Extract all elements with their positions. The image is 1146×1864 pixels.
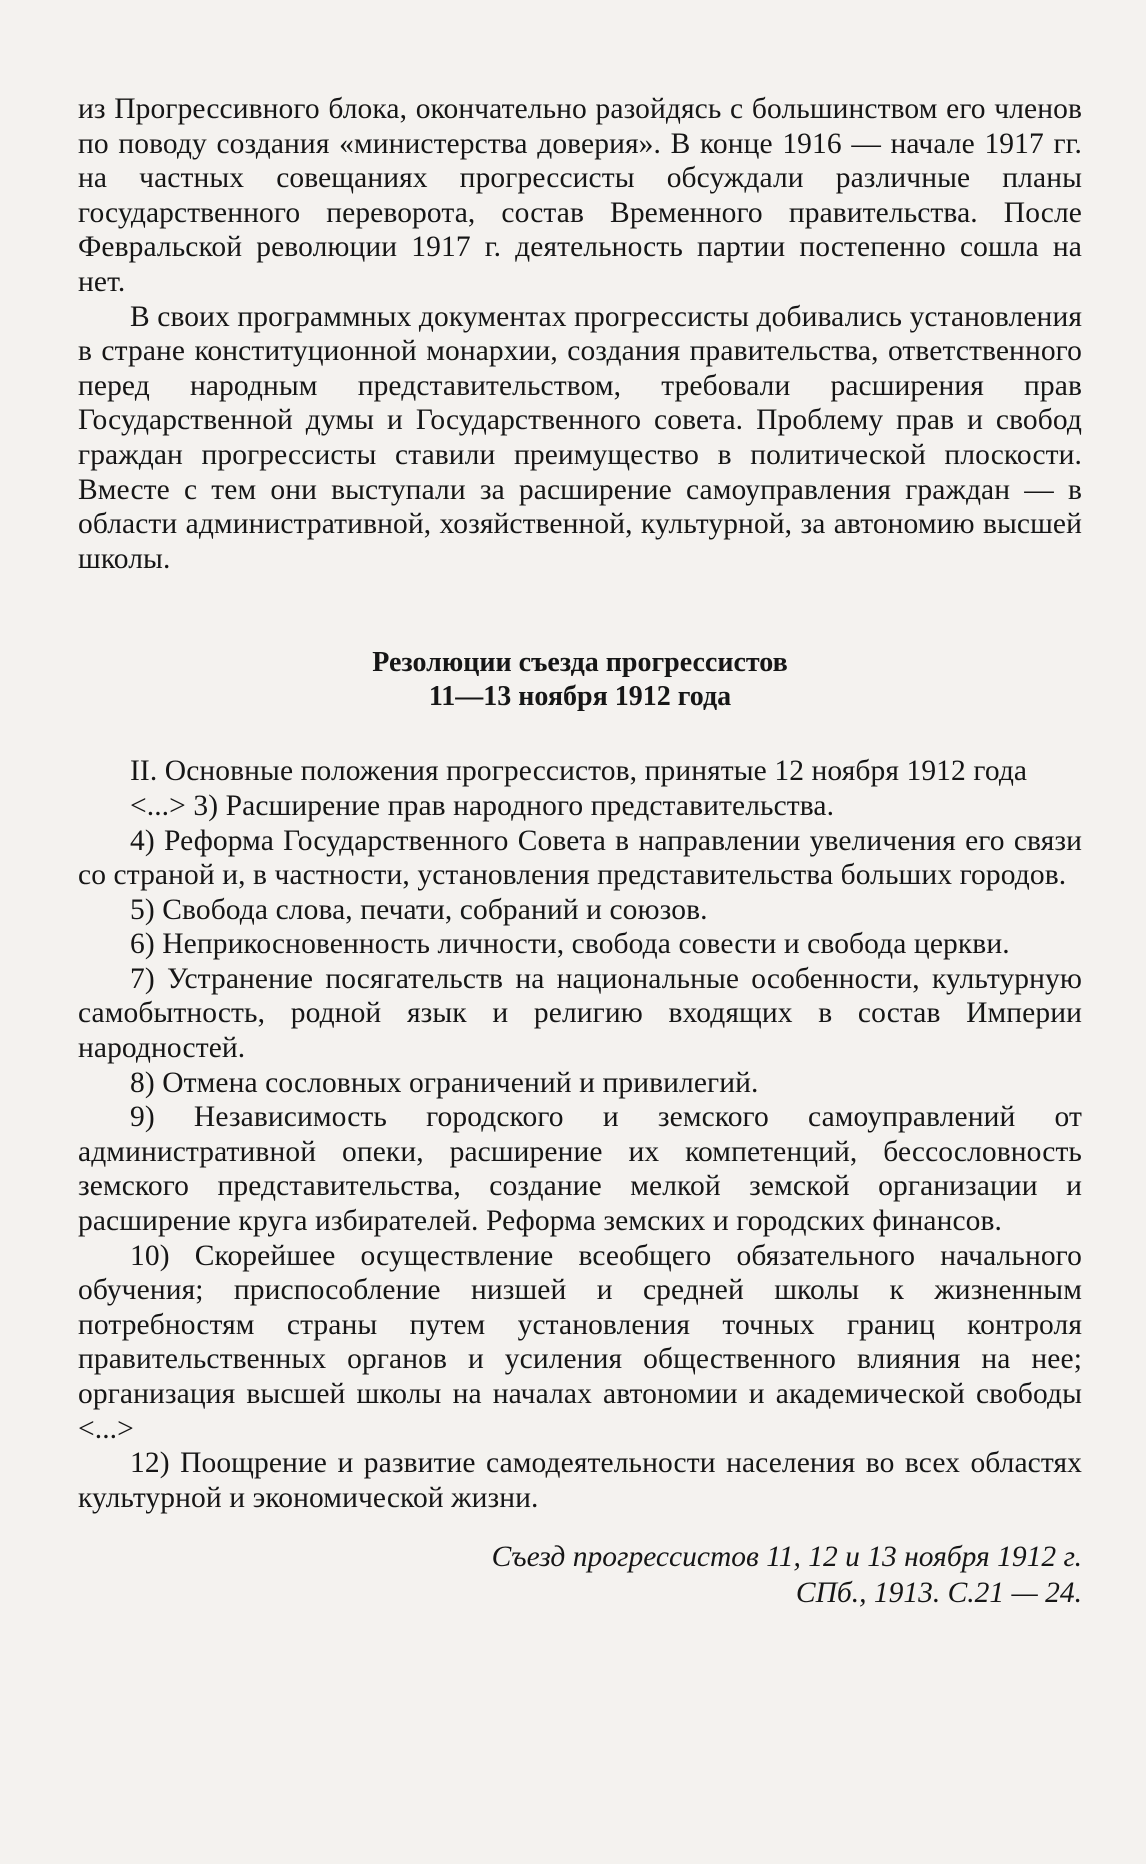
document-item: 8) Отмена сословных ограничений и привилегий. [130,1066,759,1099]
document-title: Резолюции съезда прогрессистов [372,647,788,679]
document-item: 10) Скорейшее осуществление всеобщего обязательного начального обучения; приспособление низшей и средней школы к жизненным потребностям страны путем установления точных границ контроля правительственных органов и усиления общественного влияния на нее; организация высшей школы на началах автономии и академической свободы <...> [78,1239,1082,1445]
document-item: 6) Неприкосновенность личности, свобода совести и свобода церкви. [130,928,1010,961]
intro-paragraph: В своих программных документах прогрессисты добивались установления в стране конституционной монархии, создания правительства, ответственного перед народным представительством, требовали расширения прав Государственной думы и Государственного совета. Проблему прав и свобод граждан прогрессисты ставили преимущество в политической плоскости. Вместе с тем они выступали за расширение самоуправления граждан — в области административной, хозяйственной, культурной, за автономию высшей школы. [78,300,1082,575]
document-item: <...> 3) Расширение прав народного представительства. [130,789,835,822]
document-item: 9) Независимость городского и земского самоуправлений от административной опеки, расширение их компетенций, бессословность земского представительства, создание мелкой земской организации и расширение круга избирателей. Реформа земских и городских финансов. [78,1101,1082,1238]
source-citation: СПб., 1913. С.21 — 24. [795,1577,1082,1610]
page-content [78,92,1082,1611]
document-item: II. Основные положения прогрессистов, принятые 12 ноября 1912 года [130,755,1028,788]
document-item: 7) Устранение посягательств на национальные особенности, культурную самобытность, родной язык и религию входящих в состав Империи народностей. [78,962,1082,1065]
intro-paragraph: из Прогрессивного блока, окончательно разойдясь с большинством его членов по поводу создания «министерства доверия». В конце 1916 — начале 1917 гг. на частных совещаниях прогрессисты обсуждали различные планы государственного переворота, состав Временного правительства. После Февральской революции 1917 г. деятельность партии постепенно сошла на нет. [78,93,1082,298]
document-item: 5) Свобода слова, печати, собраний и союзов. [130,893,708,926]
document-item: 4) Реформа Государственного Совета в направлении увеличения его связи со страной и, в частности, установления представительства больших городов. [78,824,1082,892]
document-date: 11—13 ноября 1912 года [428,681,732,713]
source-citation: Съезд прогрессистов 11, 12 и 13 ноября 1912 г. [491,1541,1082,1574]
document-item: 12) Поощрение и развитие самодеятельности населения во всех областях культурной и экономической жизни. [78,1447,1082,1514]
